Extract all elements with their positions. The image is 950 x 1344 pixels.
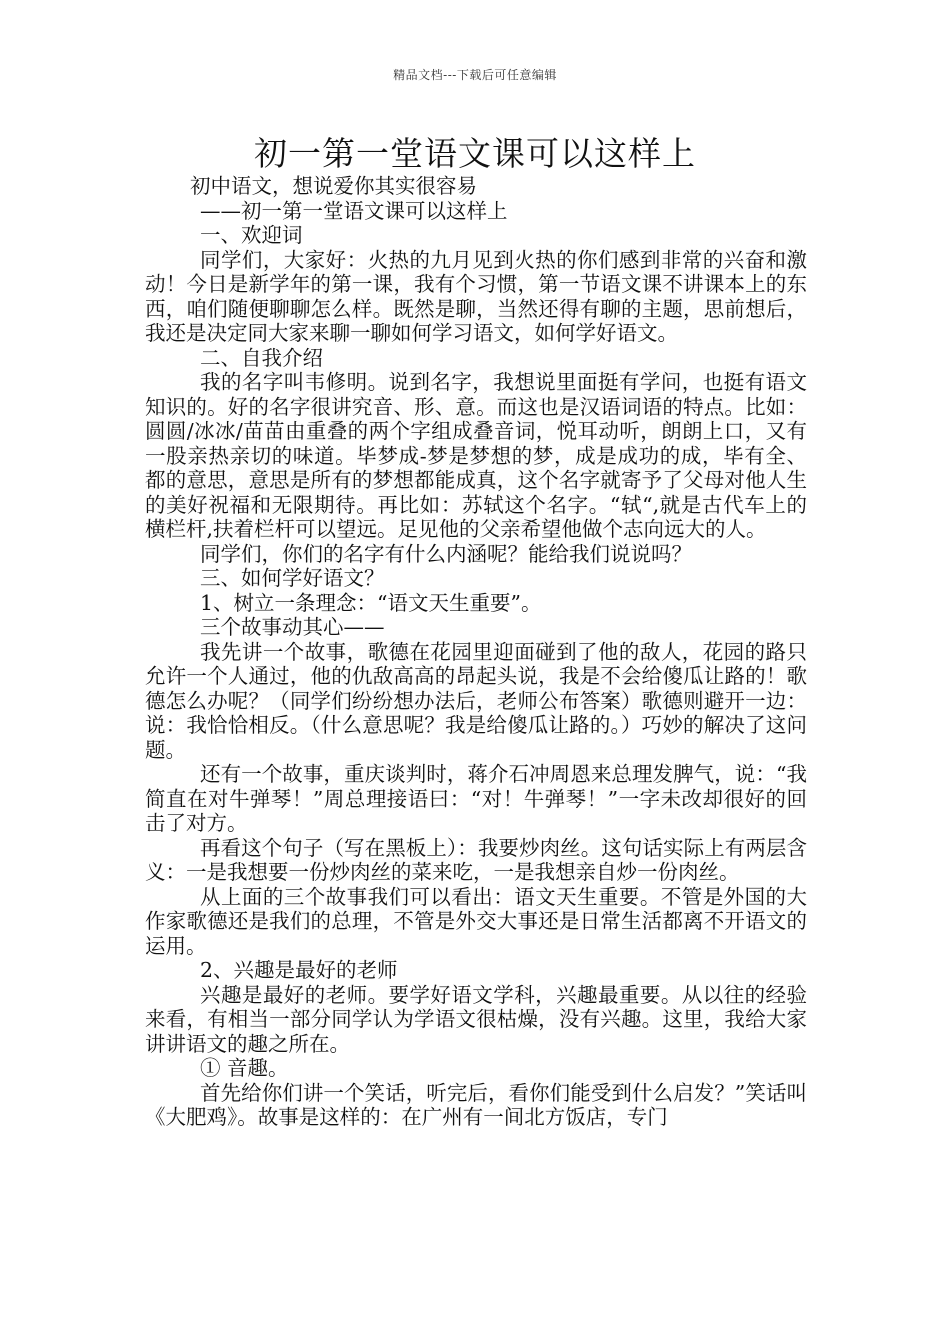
list-item: ① 音趣。: [200, 1056, 289, 1080]
document-body: [145, 174, 807, 1130]
sub-heading: 1、树立一条理念：“语文天生重要”。: [200, 590, 542, 615]
paragraph: 从上面的三个故事我们可以看出：语文天生重要。不管是外国的大作家歌德还是我们的总理，不管是外交大事还是日常生活都离不开语文的运用。: [145, 884, 807, 958]
section-heading: 二、自我介绍: [200, 345, 323, 370]
paragraph: 还有一个故事，重庆谈判时，蒋介石冲周恩来总理发脾气，说：“我简直在对牛弹琴！”周总理接语曰：“对！牛弹琴！”一字未改却很好的回击了对方。: [145, 762, 807, 835]
paragraph: 三个故事动其心——: [200, 615, 385, 639]
section-heading: 三、如何学好语文？: [200, 566, 385, 590]
sub-heading: 2、兴趣是最好的老师: [200, 958, 398, 982]
paragraph: 我的名字叫韦修明。说到名字，我想说里面挺有学问，也挺有语文知识的。好的名字很讲究音、形、意。而这也是汉语词语的特点。比如：圆圆/冰冰/苗苗由重叠的两个字组成叠音词，悦耳动听，朗朗上口，又有一股亲热亲切的味道。毕梦成-梦是梦想的梦，成是成功的成，毕有全、都的意思，意思是所有的梦想都能成真，这个名字就寄予了父母对他人生的美好祝福和无限期待。再比如：苏轼这个名字。“轼“,就是古代车上的横栏杆,扶着栏杆可以望远。足见他的父亲希望他做个志向远大的人。: [145, 370, 807, 541]
paragraph: 同学们，你们的名字有什么内涵呢？能给我们说说吗？: [200, 541, 692, 566]
paragraph: 再看这个句子（写在黑板上）：我要炒肉丝。这句话实际上有两层含义：一是我想要一份炒肉丝的菜来吃，一是我想亲自炒一份肉丝。: [145, 835, 807, 884]
document-title: 初一第一堂语文课可以这样上: [254, 134, 696, 173]
subtitle-line: ——初一第一堂语文课可以这样上: [200, 198, 508, 223]
section-heading: 一、欢迎词: [200, 223, 303, 247]
paragraph: 兴趣是最好的老师。要学好语文学科，兴趣最重要。从以往的经验来看，有相当一部分同学认为学语文很枯燥，没有兴趣。这里，我给大家讲讲语文的趣之所在。: [145, 982, 807, 1056]
paragraph: 首先给你们讲一个笑话，听完后，看你们能受到什么启发？”笑话叫《大肥鸡》。故事是这样的：在广州有一间北方饭店，专门: [145, 1080, 807, 1129]
paragraph: 我先讲一个故事，歌德在花园里迎面碰到了他的敌人，花园的路只允许一个人通过，他的仇敌高高的昂起头说，我是不会给傻瓜让路的！歌德怎么办呢？（同学们纷纷想办法后，老师公布答案）歌德则避开一边：说：我恰恰相反。（什么意思呢？我是给傻瓜让路的。）巧妙的解决了这问题。: [145, 639, 807, 762]
subtitle: 初中语文，想说爱你其实很容易: [190, 174, 477, 198]
paragraph: 同学们，大家好：火热的九月见到火热的你们感到非常的兴奋和激动！今日是新学年的第一课，我有个习惯，第一节语文课不讲课本上的东西，咱们随便聊聊怎么样。既然是聊，当然还得有聊的主题，思前想后，我还是决定同大家来聊一聊如何学习语文，如何学好语文。: [145, 247, 807, 345]
page-header: 精品文档---下载后可任意编辑: [393, 68, 557, 82]
